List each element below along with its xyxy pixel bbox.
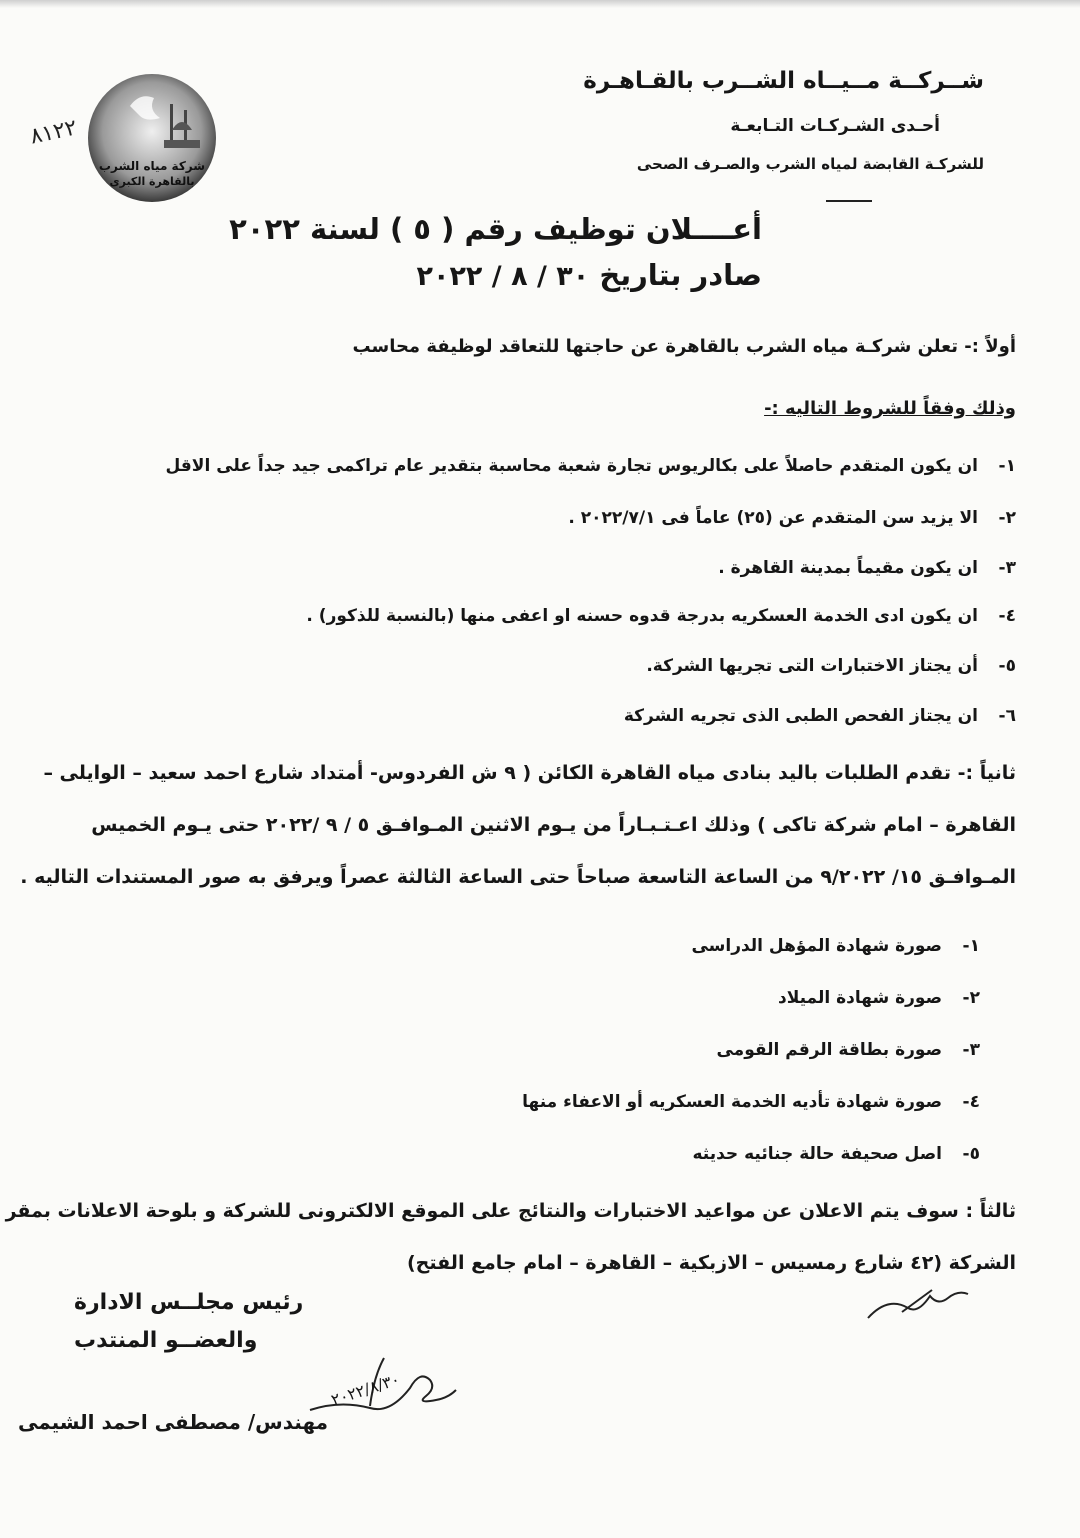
document-number: ٥- [962, 1144, 980, 1164]
issue-date-line [416, 258, 762, 292]
document-item [691, 936, 980, 956]
condition-number: ٢- [998, 508, 1016, 528]
condition-number: ٦- [998, 706, 1016, 726]
document-number: ١- [962, 936, 980, 956]
condition-item [568, 508, 1016, 528]
document-text: صورة شهادة المؤهل الدراسى [691, 936, 942, 956]
affiliate-line: أحـدى الشـركـات التـابعـة [730, 116, 940, 136]
section3-line: الشركة (٤٢ شارع رمسيس – الازبكية – القاهرة – امام جامع الفتح) [407, 1252, 1016, 1274]
condition-text: الا يزيد سن المتقدم عن (٢٥) عاماً فى ٢٠٢٢/٧/١ . [568, 508, 978, 528]
signatory-title-chairman: رئيس مجلــس الادارة [74, 1290, 304, 1315]
document-number: ٣- [962, 1040, 980, 1060]
scan-edge [0, 0, 1080, 8]
logo-text-line2: بالقاهرة الكبرى [109, 175, 195, 188]
section2-line: القاهرة – امام شركة تاكى ) وذلك اعـتـبـاراً من يـوم الاثنين المـوافـق ٥ / ٩ /٢٠٢٢ حتى يـوم الخميس [91, 814, 1016, 836]
section1-intro: أولاً :- تعلن شركـة مياه الشرب بالقاهرة عن حاجتها للتعاقد لوظيفة محاسب [352, 336, 1016, 357]
condition-text: ان يكون ادى الخدمة العسكريه بدرجة قدوه حسنه او اعفى منها (بالنسبة للذكور) . [306, 606, 978, 626]
company-logo [72, 70, 222, 210]
condition-text: ان يكون مقيماً بمدينة القاهرة . [718, 558, 978, 578]
document-item [522, 1092, 980, 1112]
document-item [692, 1144, 980, 1164]
engineer-name: مهندس/ مصطفى احمد الشيمى [18, 1410, 329, 1434]
section3-line: ثالثاً : سوف يتم الاعلان عن مواعيد الاختبارات والنتائج على الموقع الالكترونى للشركة و بلوحة الاعلانات بمقر [5, 1200, 1016, 1222]
document-item [778, 988, 980, 1008]
holding-company-line: للشركـة القابضة لمياه الشرب والصـرف الصحى [636, 155, 984, 173]
section2-line: المـوافـق ١٥/ ٩/٢٠٢٢ من الساعة التاسعة صباحاً حتى الساعة الثالثة عصراً ويرفق به صور المستندات التاليه . [20, 866, 1016, 888]
document-number: ٤- [962, 1092, 980, 1112]
document-number: ٢- [962, 988, 980, 1008]
announcement-title: أعــــلان توظيف رقم ( ٥ ) لسنة ٢٠٢٢ [229, 212, 762, 246]
condition-number: ٤- [998, 606, 1016, 626]
conditions-heading: وذلك وفقاً للشروط التاليه :- [764, 398, 1016, 419]
section2-line: ثانياً :- تقدم الطلبات باليد بنادى مياه القاهرة الكائن ( ٩ ش الفردوس- أمتداد شارع احمد سعيد – الوايلى – [43, 762, 1016, 784]
document-item [716, 1040, 980, 1060]
issue-date-value: ٣٠ / ٨ / ٢٠٢٢ [416, 261, 590, 292]
document-text: اصل صحيفة حالة جنائيه حديثه [692, 1144, 942, 1164]
document-text: صورة شهادة الميلاد [777, 988, 942, 1008]
condition-number: ٥- [998, 656, 1016, 676]
condition-item [718, 558, 1016, 578]
document-text: صورة بطاقة الرقم القومى [716, 1040, 942, 1060]
company-name: شــركــة مــيــاه الشــرب بالقـاهـرة [583, 68, 984, 94]
handwritten-signature-date: ٢٠٢٢/٨/٣٠ [328, 1369, 403, 1410]
condition-item [306, 606, 1016, 626]
condition-item [646, 656, 1016, 676]
condition-number: ٣- [998, 558, 1016, 578]
condition-text: أن يجتاز الاختبارات التى تجريها الشركة. [646, 656, 978, 676]
document-text: صورة شهادة تأديه الخدمة العسكريه أو الاعفاء منها [522, 1092, 942, 1112]
condition-number: ١- [998, 456, 1016, 476]
condition-text: ان يجتاز الفحص الطبى الذى تجريه الشركة [623, 706, 978, 726]
condition-item [166, 456, 1017, 476]
signatory-title-md: والعضــو المنتدب [74, 1328, 258, 1353]
condition-item [624, 706, 1016, 726]
header-divider [826, 200, 872, 202]
condition-text: ان يكون المتقدم حاصلاً على بكالريوس تجارة شعبة محاسبة بتقدير عام تراكمى جيد جداً على الاقل [165, 456, 978, 476]
issue-date-label: صادر بتاريخ [599, 258, 762, 292]
handwritten-reference-number: ٨١٢٢ [27, 115, 80, 150]
initials-signature [862, 1278, 972, 1328]
logo-text-line1: شركة مياه الشرب [98, 159, 206, 173]
